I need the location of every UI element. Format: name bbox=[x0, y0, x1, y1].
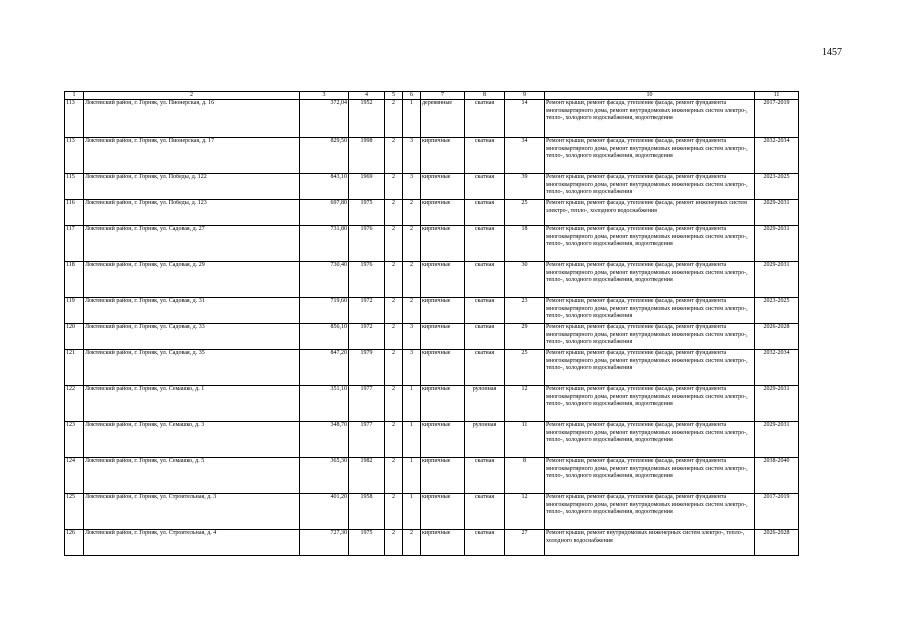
row-number: 123 bbox=[65, 422, 84, 458]
entrances-cell: 3 bbox=[403, 138, 421, 174]
column-number: 9 bbox=[505, 92, 545, 100]
row-number: 122 bbox=[65, 386, 84, 422]
address-cell: Локтевский район, г. Горняк, ул. Семашко, д. 3 bbox=[84, 422, 300, 458]
wear-cell: 12 bbox=[505, 386, 545, 422]
wall-material-cell: кирпичные bbox=[421, 494, 465, 530]
area-cell: 856,10 bbox=[300, 324, 349, 350]
year-cell: 1982 bbox=[349, 458, 385, 494]
address-cell: Локтевский район, г. Горняк, ул. Пионерская, д. 17 bbox=[84, 138, 300, 174]
area-cell: 372,04 bbox=[300, 100, 349, 138]
wear-cell: 29 bbox=[505, 324, 545, 350]
period-cell: 2038-2040 bbox=[755, 458, 799, 494]
works-cell: Ремонт крыши, ремонт фасада, утепление фасада, ремонт инженерных систем электро-, тепло-, холодного водоснабжения bbox=[545, 200, 755, 226]
floors-cell: 2 bbox=[385, 494, 403, 530]
address-cell: Локтевский район, г. Горняк, ул. Садовая, д. 31 bbox=[84, 298, 300, 324]
address-cell: Локтевский район, г. Горняк, ул. Строительная, д. 4 bbox=[84, 530, 300, 556]
entrances-cell: 1 bbox=[403, 422, 421, 458]
wall-material-cell: кирпичные bbox=[421, 200, 465, 226]
period-cell: 2023-2025 bbox=[755, 298, 799, 324]
table-row bbox=[65, 298, 799, 324]
floors-cell: 2 bbox=[385, 458, 403, 494]
area-cell: 730,40 bbox=[300, 262, 349, 298]
wall-material-cell: кирпичные bbox=[421, 458, 465, 494]
entrances-cell: 2 bbox=[403, 226, 421, 262]
wear-cell: 14 bbox=[505, 100, 545, 138]
roof-type-cell: рулонная bbox=[465, 386, 505, 422]
year-cell: 1977 bbox=[349, 386, 385, 422]
entrances-cell: 2 bbox=[403, 298, 421, 324]
floors-cell: 2 bbox=[385, 138, 403, 174]
table-row bbox=[65, 422, 799, 458]
wear-cell: 11 bbox=[505, 422, 545, 458]
wear-cell: 34 bbox=[505, 138, 545, 174]
floors-cell: 2 bbox=[385, 350, 403, 386]
entrances-cell: 3 bbox=[403, 350, 421, 386]
entrances-cell: 3 bbox=[403, 324, 421, 350]
wall-material-cell: кирпичные bbox=[421, 262, 465, 298]
works-cell: Ремонт крыши, ремонт фасада, утепление фасада, ремонт фундамента многоквартирного дома, ремонт внутридомовых инженерных систем электро-, тепло-, холодного водоснабжения, водоотведения bbox=[545, 386, 755, 422]
table-row bbox=[65, 262, 799, 298]
row-number: 116 bbox=[65, 200, 84, 226]
wall-material-cell: деревянные bbox=[421, 100, 465, 138]
roof-type-cell: скатная bbox=[465, 324, 505, 350]
roof-type-cell: скатная bbox=[465, 226, 505, 262]
works-cell: Ремонт крыши, ремонт фасада, утепление фасада, ремонт фундамента многоквартирного дома, ремонт внутридомовых инженерных систем электро-, тепло-, холодного водоснабжения, водоотведения bbox=[545, 422, 755, 458]
column-number: 6 bbox=[403, 92, 421, 100]
address-cell: Локтевский район, г. Горняк, ул. Садовая, д. 29 bbox=[84, 262, 300, 298]
address-cell: Локтевский район, г. Горняк, ул. Садовая, д. 27 bbox=[84, 226, 300, 262]
entrances-cell: 1 bbox=[403, 458, 421, 494]
table-row bbox=[65, 174, 799, 200]
works-cell: Ремонт крыши, ремонт фасада, утепление фасада, ремонт фундамента многоквартирного дома, ремонт внутридомовых инженерных систем электро-, тепло-, холодного водоснабжения bbox=[545, 324, 755, 350]
wear-cell: 25 bbox=[505, 200, 545, 226]
table-row bbox=[65, 386, 799, 422]
works-cell: Ремонт крыши, ремонт фасада, утепление фасада, ремонт фундамента многоквартирного дома, ремонт внутридомовых инженерных систем электро-, тепло-, холодного водоснабжения, водоотведения bbox=[545, 226, 755, 262]
wall-material-cell: кирпичные bbox=[421, 174, 465, 200]
entrances-cell: 1 bbox=[403, 494, 421, 530]
period-cell: 2029-2031 bbox=[755, 262, 799, 298]
entrances-cell: 1 bbox=[403, 100, 421, 138]
housing-registry-table bbox=[64, 91, 799, 556]
area-cell: 843,10 bbox=[300, 174, 349, 200]
column-number: 1 bbox=[65, 92, 84, 100]
floors-cell: 2 bbox=[385, 422, 403, 458]
wear-cell: 12 bbox=[505, 494, 545, 530]
period-cell: 2017-2019 bbox=[755, 494, 799, 530]
roof-type-cell: рулонная bbox=[465, 422, 505, 458]
entrances-cell: 2 bbox=[403, 530, 421, 556]
entrances-cell: 2 bbox=[403, 262, 421, 298]
column-number: 3 bbox=[300, 92, 349, 100]
page-number: 1457 bbox=[822, 47, 842, 58]
table-row bbox=[65, 530, 799, 556]
floors-cell: 2 bbox=[385, 324, 403, 350]
area-cell: 719,60 bbox=[300, 298, 349, 324]
period-cell: 2029-2031 bbox=[755, 200, 799, 226]
address-cell: Локтевский район, г. Горняк, ул. Садовая, д. 33 bbox=[84, 324, 300, 350]
address-cell: Локтевский район, г. Горняк, ул. Садовая, д. 35 bbox=[84, 350, 300, 386]
year-cell: 1952 bbox=[349, 100, 385, 138]
roof-type-cell: скатная bbox=[465, 494, 505, 530]
floors-cell: 2 bbox=[385, 298, 403, 324]
works-cell: Ремонт крыши, ремонт фасада, утепление фасада, ремонт фундамента многоквартирного дома, ремонт внутридомовых инженерных систем электро-, тепло-, холодного водоснабжения, водоотведения bbox=[545, 100, 755, 138]
wall-material-cell: кирпичные bbox=[421, 138, 465, 174]
table-row bbox=[65, 350, 799, 386]
floors-cell: 2 bbox=[385, 262, 403, 298]
entrances-cell: 1 bbox=[403, 386, 421, 422]
area-cell: 348,70 bbox=[300, 422, 349, 458]
table-row bbox=[65, 324, 799, 350]
year-cell: 1975 bbox=[349, 530, 385, 556]
address-cell: Локтевский район, г. Горняк, ул. Семашко, д. 5 bbox=[84, 458, 300, 494]
floors-cell: 2 bbox=[385, 386, 403, 422]
year-cell: 1977 bbox=[349, 422, 385, 458]
year-cell: 1976 bbox=[349, 226, 385, 262]
floors-cell: 2 bbox=[385, 100, 403, 138]
year-cell: 1979 bbox=[349, 350, 385, 386]
area-cell: 829,50 bbox=[300, 138, 349, 174]
wear-cell: 39 bbox=[505, 174, 545, 200]
period-cell: 2032-2034 bbox=[755, 138, 799, 174]
wall-material-cell: кирпичные bbox=[421, 386, 465, 422]
row-number: 125 bbox=[65, 494, 84, 530]
wear-cell: 25 bbox=[505, 350, 545, 386]
wear-cell: 23 bbox=[505, 298, 545, 324]
year-cell: 1975 bbox=[349, 200, 385, 226]
column-number: 5 bbox=[385, 92, 403, 100]
table-row bbox=[65, 494, 799, 530]
area-cell: 847,20 bbox=[300, 350, 349, 386]
works-cell: Ремонт крыши, ремонт фасада, утепление фасада, ремонт фундамента многоквартирного дома, ремонт внутридомовых инженерных систем электро-, тепло-, холодного водоснабжения, водоотведения bbox=[545, 138, 755, 174]
column-number: 2 bbox=[84, 92, 300, 100]
floors-cell: 2 bbox=[385, 226, 403, 262]
period-cell: 2029-2031 bbox=[755, 386, 799, 422]
address-cell: Локтевский район, г. Горняк, ул. Семашко, д. 1 bbox=[84, 386, 300, 422]
wall-material-cell: кирпичные bbox=[421, 422, 465, 458]
roof-type-cell: скатная bbox=[465, 138, 505, 174]
address-cell: Локтевский район, г. Горняк, ул. Пионерская, д. 16 bbox=[84, 100, 300, 138]
period-cell: 2017-2019 bbox=[755, 100, 799, 138]
works-cell: Ремонт крыши, ремонт фасада, утепление фасада, ремонт фундамента многоквартирного дома, ремонт внутридомовых инженерных систем электро-, тепло-, холодного водоснабжения, водоотведения bbox=[545, 458, 755, 494]
row-number: 113 bbox=[65, 138, 84, 174]
wear-cell: 8 bbox=[505, 458, 545, 494]
floors-cell: 2 bbox=[385, 530, 403, 556]
works-cell: Ремонт крыши, ремонт фасада, утепление фасада, ремонт фундамента многоквартирного дома, ремонт внутридомовых инженерных систем электро-, тепло-, холодного водоснабжения bbox=[545, 350, 755, 386]
roof-type-cell: скатная bbox=[465, 200, 505, 226]
wall-material-cell: кирпичные bbox=[421, 350, 465, 386]
wall-material-cell: кирпичные bbox=[421, 298, 465, 324]
entrances-cell: 2 bbox=[403, 200, 421, 226]
wall-material-cell: кирпичные bbox=[421, 530, 465, 556]
period-cell: 2023-2025 bbox=[755, 174, 799, 200]
works-cell: Ремонт крыши, ремонт фасада, утепление фасада, ремонт фундамента многоквартирного дома, ремонт внутридомовых инженерных систем электро-, тепло-, холодного водоснабжения bbox=[545, 174, 755, 200]
period-cell: 2029-2031 bbox=[755, 422, 799, 458]
works-cell: Ремонт крыши, ремонт фасада, утепление фасада, ремонт фундамента многоквартирного дома, ремонт внутридомовых инженерных систем электро-, тепло-, холодного водоснабжения, водоотведения bbox=[545, 494, 755, 530]
column-number: 11 bbox=[755, 92, 799, 100]
column-number: 7 bbox=[421, 92, 465, 100]
period-cell: 2026-2028 bbox=[755, 324, 799, 350]
column-number: 4 bbox=[349, 92, 385, 100]
table-row bbox=[65, 458, 799, 494]
wall-material-cell: кирпичные bbox=[421, 226, 465, 262]
roof-type-cell: скатная bbox=[465, 530, 505, 556]
year-cell: 1976 bbox=[349, 262, 385, 298]
year-cell: 1972 bbox=[349, 324, 385, 350]
row-number: 124 bbox=[65, 458, 84, 494]
address-cell: Локтевский район, г. Горняк, ул. Победы, д. 122 bbox=[84, 174, 300, 200]
entrances-cell: 3 bbox=[403, 174, 421, 200]
floors-cell: 2 bbox=[385, 174, 403, 200]
wear-cell: 30 bbox=[505, 262, 545, 298]
column-number: 8 bbox=[465, 92, 505, 100]
year-cell: 1998 bbox=[349, 138, 385, 174]
roof-type-cell: скатная bbox=[465, 174, 505, 200]
works-cell: Ремонт крыши, ремонт внутридомовых инженерных систем электро-, тепло-, холодного водоснабжения bbox=[545, 530, 755, 556]
area-cell: 351,10 bbox=[300, 386, 349, 422]
column-number: 10 bbox=[545, 92, 755, 100]
area-cell: 727,30 bbox=[300, 530, 349, 556]
area-cell: 365,30 bbox=[300, 458, 349, 494]
row-number: 117 bbox=[65, 226, 84, 262]
wear-cell: 27 bbox=[505, 530, 545, 556]
roof-type-cell: скатная bbox=[465, 262, 505, 298]
period-cell: 2032-2034 bbox=[755, 350, 799, 386]
table-row bbox=[65, 200, 799, 226]
table-row bbox=[65, 226, 799, 262]
row-number: 126 bbox=[65, 530, 84, 556]
address-cell: Локтевский район, г. Горняк, ул. Строительная, д. 3 bbox=[84, 494, 300, 530]
area-cell: 697,80 bbox=[300, 200, 349, 226]
period-cell: 2029-2031 bbox=[755, 226, 799, 262]
table-row bbox=[65, 138, 799, 174]
row-number: 113 bbox=[65, 100, 84, 138]
wall-material-cell: кирпичные bbox=[421, 324, 465, 350]
address-cell: Локтевский район, г. Горняк, ул. Победы, д. 123 bbox=[84, 200, 300, 226]
year-cell: 1972 bbox=[349, 298, 385, 324]
works-cell: Ремонт крыши, ремонт фасада, утепление фасада, ремонт фундамента многоквартирного дома, ремонт внутридомовых инженерных систем электро-, тепло-, холодного водоснабжения, водоотведения bbox=[545, 262, 755, 298]
year-cell: 1969 bbox=[349, 174, 385, 200]
roof-type-cell: скатная bbox=[465, 458, 505, 494]
row-number: 119 bbox=[65, 298, 84, 324]
row-number: 121 bbox=[65, 350, 84, 386]
row-number: 120 bbox=[65, 324, 84, 350]
area-cell: 401,20 bbox=[300, 494, 349, 530]
row-number: 118 bbox=[65, 262, 84, 298]
table-row bbox=[65, 100, 799, 138]
roof-type-cell: скатная bbox=[465, 298, 505, 324]
row-number: 115 bbox=[65, 174, 84, 200]
area-cell: 731,80 bbox=[300, 226, 349, 262]
works-cell: Ремонт крыши, ремонт фасада, утепление фасада, ремонт фундамента многоквартирного дома, ремонт внутридомовых инженерных систем электро-, тепло-, холодного водоснабжения bbox=[545, 298, 755, 324]
floors-cell: 2 bbox=[385, 200, 403, 226]
roof-type-cell: скатная bbox=[465, 100, 505, 138]
year-cell: 1958 bbox=[349, 494, 385, 530]
wear-cell: 18 bbox=[505, 226, 545, 262]
period-cell: 2026-2028 bbox=[755, 530, 799, 556]
column-number-row bbox=[65, 92, 799, 100]
roof-type-cell: скатная bbox=[465, 350, 505, 386]
